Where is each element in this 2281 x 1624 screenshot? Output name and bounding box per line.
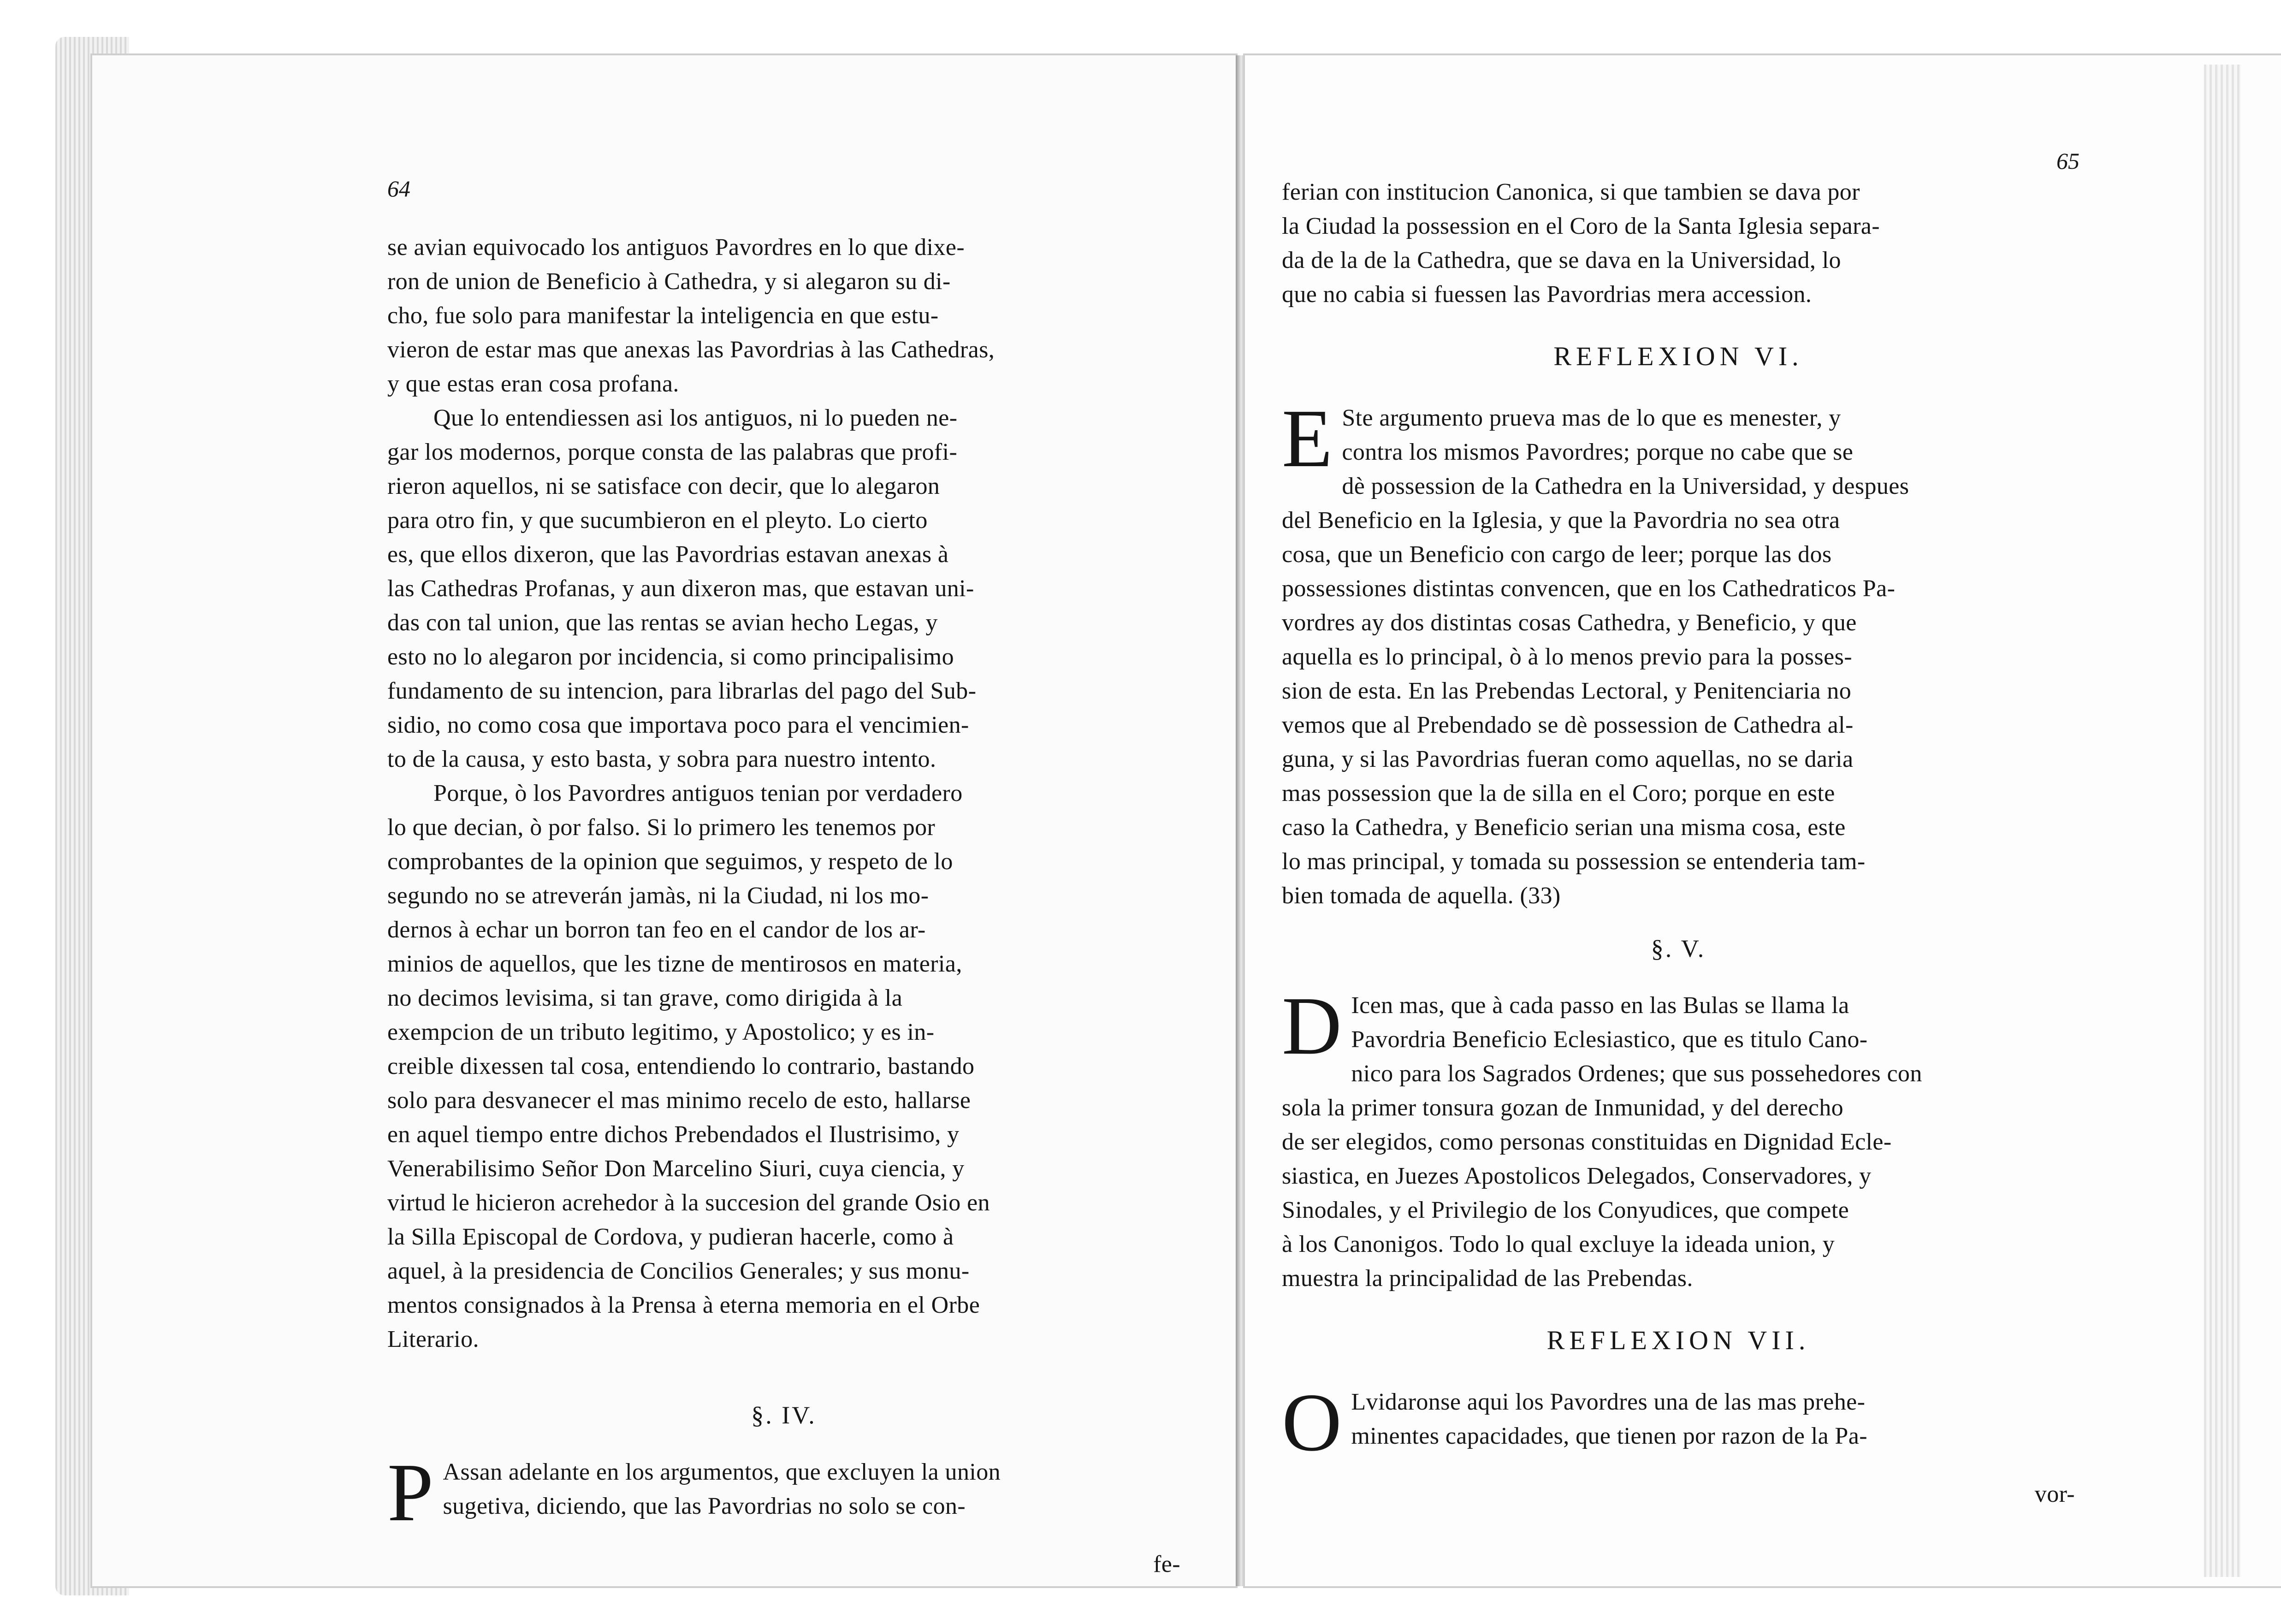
text-line: y que estas eran cosa profana. bbox=[387, 371, 679, 397]
page-number-left: 64 bbox=[387, 176, 410, 202]
text-line: lo mas principal, y tomada su possession se entenderia tam- bbox=[1282, 848, 1866, 875]
text-line: caso la Cathedra, y Beneficio serian una misma cosa, este bbox=[1282, 814, 1846, 841]
text-line: possessiones distintas convencen, que en los Cathedraticos Pa- bbox=[1282, 575, 1896, 602]
dropcap-letter: D bbox=[1282, 980, 1342, 1072]
text-line: Venerabilisimo Señor Don Marcelino Siuri, cuya ciencia, y bbox=[387, 1156, 965, 1182]
text-line: vieron de estar mas que anexas las Pavordrias à las Cathedras, bbox=[387, 337, 995, 363]
paragraph-with-dropcap bbox=[387, 1446, 1180, 1538]
text-line: esto no lo alegaron por incidencia, si como principalisimo bbox=[387, 644, 954, 670]
text-line: sola la primer tonsura gozan de Inmunidad, y del derecho bbox=[1282, 1095, 1843, 1121]
text-line: sion de esta. En las Prebendas Lectoral, y Penitenciaria no bbox=[1282, 678, 1852, 704]
left-page bbox=[92, 55, 1236, 1586]
text-line: vordres ay dos distintas cosas Cathedra, y Beneficio, y que bbox=[1282, 610, 1857, 636]
paragraph-with-dropcap bbox=[1282, 1376, 2075, 1468]
text-line: bien tomada de aquella. (33) bbox=[1282, 883, 1561, 909]
text-line: virtud le hicieron acrehedor à la succesion del grande Osio en bbox=[387, 1190, 990, 1216]
right-page bbox=[1245, 55, 2281, 1586]
text-line: para otro fin, y que sucumbieron en el pleyto. Lo cierto bbox=[387, 507, 928, 533]
section-heading-iv: §. IV. bbox=[751, 1401, 817, 1429]
text-line: Icen mas, que à cada passo en las Bulas se llama la bbox=[1351, 992, 1849, 1019]
dropcap-letter: E bbox=[1282, 392, 1333, 484]
text-line: minentes capacidades, que tienen por razon de la Pa- bbox=[1351, 1423, 1867, 1449]
text-line: rieron aquellos, ni se satisface con decir, que lo alegaron bbox=[387, 473, 940, 499]
right-page-text bbox=[1282, 175, 2075, 1535]
paragraph-with-dropcap bbox=[1282, 980, 2075, 1296]
text-line: to de la causa, y esto basta, y sobra para nuestro intento. bbox=[387, 746, 936, 772]
text-line: no decimos levisima, si tan grave, como dirigida à la bbox=[387, 985, 903, 1011]
text-line: da de la de la Cathedra, que se dava en la Universidad, lo bbox=[1282, 247, 1841, 273]
left-page-text bbox=[387, 231, 1180, 1606]
text-line: dè possession de la Cathedra en la Universidad, y despues bbox=[1342, 473, 1909, 499]
paragraph-with-dropcap bbox=[1282, 392, 2075, 913]
text-line: guna, y si las Pavordrias fueran como aquellas, no se daria bbox=[1282, 746, 1854, 772]
text-line: ron de union de Beneficio à Cathedra, y si alegaron su di- bbox=[387, 268, 951, 295]
text-line: Pavordria Beneficio Eclesiastico, que es titulo Cano- bbox=[1351, 1026, 1868, 1053]
reflexion-vi-heading: REFLEXION VI. bbox=[1553, 341, 1803, 371]
catchword-right: vor- bbox=[2034, 1481, 2075, 1507]
text-line: mas possession que la de silla en el Coro; porque en este bbox=[1282, 780, 1835, 806]
section-heading-v: §. V. bbox=[1651, 935, 1706, 962]
text-line: solo para desvanecer el mas minimo recelo de esto, hallarse bbox=[387, 1087, 971, 1114]
text-line: aquel, à la presidencia de Concilios Generales; y sus monu- bbox=[387, 1258, 970, 1284]
book-gutter bbox=[1236, 55, 1245, 1586]
text-line: Literario. bbox=[387, 1326, 479, 1352]
catchword-left: fe- bbox=[1153, 1551, 1180, 1577]
text-line: es, que ellos dixeron, que las Pavordrias estavan anexas à bbox=[387, 541, 949, 568]
text-line: cosa, que un Beneficio con cargo de leer; porque las dos bbox=[1282, 541, 1832, 568]
text-line: Assan adelante en los argumentos, que excluyen la union bbox=[443, 1459, 1001, 1485]
text-line: sidio, no como cosa que importava poco para el vencimien- bbox=[387, 712, 969, 738]
text-line: Lvidaronse aqui los Pavordres una de las mas prehe- bbox=[1351, 1389, 1866, 1415]
dropcap-letter: P bbox=[387, 1446, 434, 1538]
text-line: Que lo entendiessen asi los antiguos, ni lo pueden ne- bbox=[433, 405, 958, 431]
text-line: se avian equivocado los antiguos Pavordres en lo que dixe- bbox=[387, 234, 965, 261]
text-line: ferian con institucion Canonica, si que tambien se dava por bbox=[1282, 179, 1860, 205]
text-line: exempcion de un tributo legitimo, y Apostolico; y es in- bbox=[387, 1019, 935, 1045]
text-line: dernos à echar un borron tan feo en el candor de los ar- bbox=[387, 917, 926, 943]
open-book bbox=[55, 37, 2241, 1595]
text-line: aquella es lo principal, ò à lo menos previo para la posses- bbox=[1282, 644, 1852, 670]
page-edges-right bbox=[2204, 65, 2241, 1577]
text-line: que no cabia si fuessen las Pavordrias mera accession. bbox=[1282, 281, 1812, 308]
text-line: sugetiva, diciendo, que las Pavordrias no solo se con- bbox=[443, 1493, 966, 1519]
text-line: vemos que al Prebendado se dè possession de Cathedra al- bbox=[1282, 712, 1854, 738]
reflexion-vii-heading: REFLEXION VII. bbox=[1546, 1325, 1810, 1355]
text-line: fundamento de su intencion, para librarlas del pago del Sub- bbox=[387, 678, 977, 704]
text-line: creible dixessen tal cosa, entendiendo lo contrario, bastando bbox=[387, 1053, 975, 1079]
text-line: Ste argumento prueva mas de lo que es menester, y bbox=[1342, 405, 1841, 431]
text-line: de ser elegidos, como personas constituidas en Dignidad Ecle- bbox=[1282, 1129, 1892, 1155]
text-line: comprobantes de la opinion que seguimos, y respeto de lo bbox=[387, 848, 953, 875]
text-line: Sinodales, y el Privilegio de los Conyudices, que compete bbox=[1282, 1197, 1849, 1223]
text-line: siastica, en Juezes Apostolicos Delegados, Conservadores, y bbox=[1282, 1163, 1872, 1189]
text-line: la Silla Episcopal de Cordova, y pudieran hacerle, como à bbox=[387, 1224, 954, 1250]
text-line: lo que decian, ò por falso. Si lo primero les tenemos por bbox=[387, 814, 936, 841]
text-line: cho, fue solo para manifestar la inteligencia en que estu- bbox=[387, 302, 939, 329]
text-line: Porque, ò los Pavordres antiguos tenian por verdadero bbox=[433, 780, 963, 806]
text-line: en aquel tiempo entre dichos Prebendados el Ilustrisimo, y bbox=[387, 1121, 960, 1148]
text-line: contra los mismos Pavordres; porque no cabe que se bbox=[1342, 439, 1854, 465]
page-number-right: 65 bbox=[2056, 148, 2080, 174]
text-line: del Beneficio en la Iglesia, y que la Pavordria no sea otra bbox=[1282, 507, 1840, 533]
text-line: nico para los Sagrados Ordenes; que sus possehedores con bbox=[1351, 1061, 1922, 1087]
text-line: minios de aquellos, que les tizne de mentirosos en materia, bbox=[387, 951, 962, 977]
text-line: la Ciudad la possession en el Coro de la Santa Iglesia separa- bbox=[1282, 213, 1880, 239]
dropcap-letter: O bbox=[1282, 1376, 1342, 1468]
text-line: à los Canonigos. Todo lo qual excluye la ideada union, y bbox=[1282, 1231, 1835, 1257]
text-line: das con tal union, que las rentas se avian hecho Legas, y bbox=[387, 610, 938, 636]
text-line: las Cathedras Profanas, y aun dixeron mas, que estavan uni- bbox=[387, 575, 974, 602]
text-line: muestra la principalidad de las Prebendas. bbox=[1282, 1265, 1693, 1292]
text-line: gar los modernos, porque consta de las palabras que profi- bbox=[387, 439, 958, 465]
text-line: mentos consignados à la Prensa à eterna memoria en el Orbe bbox=[387, 1292, 980, 1318]
text-line: segundo no se atreverán jamàs, ni la Ciudad, ni los mo- bbox=[387, 883, 929, 909]
